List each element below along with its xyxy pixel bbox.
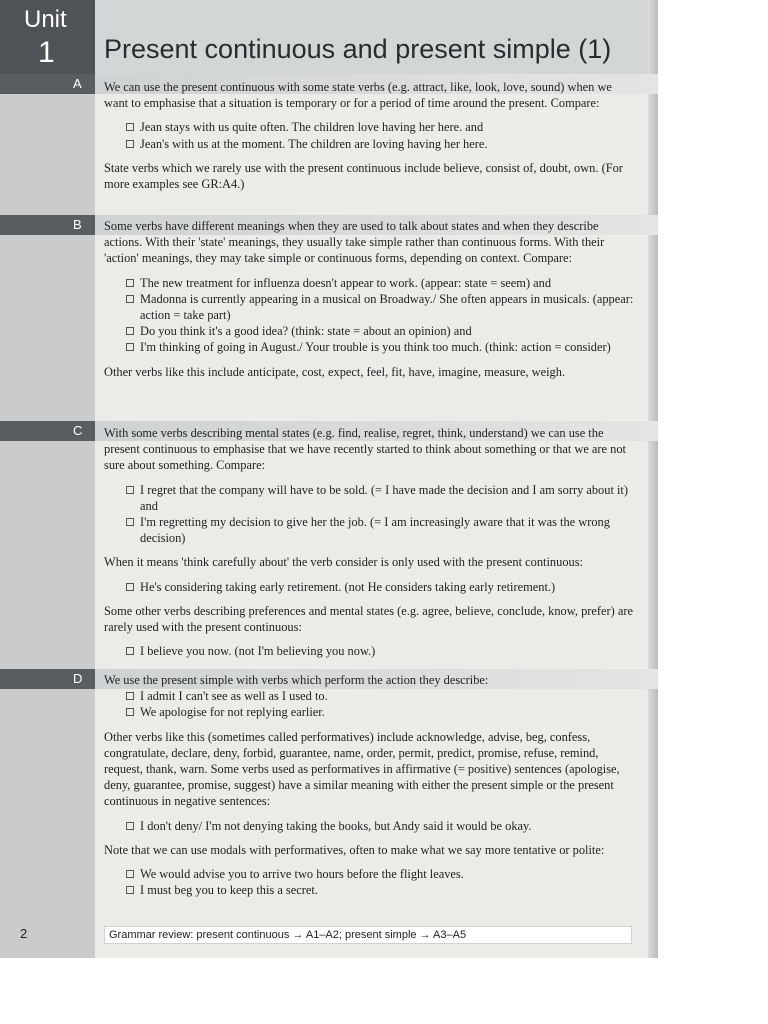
section-a-example-1 — [104, 119, 634, 135]
section-c-example-1 — [104, 482, 634, 514]
example-text: I must beg you to keep this a secret. — [140, 883, 318, 898]
section-d-example-5 — [104, 882, 634, 898]
section-d-content — [104, 672, 634, 898]
example-text: The new treatment for influenza doesn't appear to work. (appear: state = seem) and — [140, 275, 552, 290]
example-text: He's considering taking early retirement. (not He considers taking early retirement.) — [140, 579, 556, 594]
section-d-paragraph-3: Note that we can use modals with performatives, often to make what we say more tentative or polite: — [104, 842, 605, 857]
section-d-letter: D — [73, 671, 83, 686]
bullet-box-icon — [126, 518, 134, 526]
bullet-box-icon — [126, 886, 134, 894]
section-d-example-1 — [104, 688, 634, 704]
section-a-paragraph-1: We can use the present continuous with some state verbs (e.g. attract, like, look, love, sound) when we want to emphasise that a situation is temporary or for a period of time around the present. Compare: — [104, 80, 612, 111]
section-b-example-4 — [104, 339, 634, 355]
bullet-box-icon — [126, 279, 134, 287]
section-c-example-3 — [104, 579, 634, 595]
section-a-content — [104, 79, 634, 200]
bullet-box-icon — [126, 708, 134, 716]
bullet-box-icon — [126, 295, 134, 303]
grammar-review-reference: Grammar review: present continuous → A1–A2; present simple → A3–A5 — [104, 926, 632, 944]
section-c-paragraph-3: Some other verbs describing preferences and mental states (e.g. agree, believe, conclude, know, prefer) are rarely used with the present continuous: — [104, 603, 634, 635]
bullet-box-icon — [126, 822, 134, 830]
unit-badge — [0, 0, 95, 74]
example-text: I don't deny/ I'm not denying taking the books, but Andy said it would be okay. — [140, 818, 532, 833]
example-text: Madonna is currently appearing in a musical on Broadway./ She often appears in musicals. (appear: action = take part) — [140, 291, 634, 323]
bullet-box-icon — [126, 692, 134, 700]
section-a-example-2 — [104, 136, 634, 152]
bullet-box-icon — [126, 327, 134, 335]
page-title: Present continuous and present simple (1) — [104, 34, 612, 64]
section-a-letter: A — [73, 76, 82, 91]
bullet-box-icon — [126, 486, 134, 494]
unit-number: 1 — [38, 36, 55, 69]
section-d-example-2 — [104, 704, 634, 720]
section-c-example-4 — [104, 643, 634, 659]
section-b-example-3 — [104, 323, 634, 339]
page-number: 2 — [20, 926, 28, 941]
section-b-letter: B — [73, 217, 82, 232]
section-c-example-2 — [104, 514, 634, 546]
example-text: Jean's with us at the moment. The children are loving having her here. — [140, 136, 488, 151]
example-text: We apologise for not replying earlier. — [140, 705, 325, 720]
bullet-box-icon — [126, 870, 134, 878]
section-a-paragraph-2: State verbs which we rarely use with the present continuous include believe, consist of, doubt, own. (For more examples see GR:A4.) — [104, 160, 623, 192]
section-c-paragraph-1: With some verbs describing mental states (e.g. find, realise, regret, think, understand) we can use the present continuous to emphasise that we have recently started to think about something or that we are not sure about something. Compare: — [104, 426, 626, 473]
page-edge — [648, 0, 658, 958]
example-text: We would advise you to arrive two hours before the flight leaves. — [140, 867, 464, 882]
left-margin-column — [0, 0, 95, 958]
unit-label: Unit — [24, 6, 67, 33]
example-text: I'm thinking of going in August./ Your trouble is you think too much. (think: action = consider) — [140, 340, 611, 355]
example-text: I regret that the company will have to be sold. (= I have made the decision and I am sorry about it) and — [140, 482, 629, 513]
section-c-paragraph-2: When it means 'think carefully about' the verb consider is only used with the present continuous: — [104, 555, 583, 570]
section-c-letter: C — [73, 423, 83, 438]
example-text: Do you think it's a good idea? (think: state = about an opinion) and — [140, 324, 472, 339]
section-d-paragraph-1: We use the present simple with verbs which perform the action they describe: — [104, 673, 489, 687]
bullet-box-icon — [126, 583, 134, 591]
section-d-example-3 — [104, 818, 634, 834]
section-b-example-2 — [104, 291, 634, 323]
bullet-box-icon — [126, 123, 134, 131]
bullet-box-icon — [126, 647, 134, 655]
section-d-paragraph-2: Other verbs like this (sometimes called performatives) include acknowledge, advise, beg, confess, congratulate, declare, deny, forbid, guarantee, name, order, permit, predict, promise, refuse, remind, request, thank, warn. Some verbs used as performatives in affirmative (= positive) sentences (apologise, deny, guarantee, promise, suggest) have a similar meaning with either the present simple or the present continuous in negative sentences: — [104, 729, 620, 809]
bullet-box-icon — [126, 343, 134, 351]
section-c-content — [104, 425, 634, 659]
section-b-content — [104, 218, 634, 388]
section-d-example-4 — [104, 866, 634, 882]
section-b-example-1 — [104, 275, 634, 291]
example-text: I'm regretting my decision to give her the job. (= I am increasingly aware that it was the wrong decision) — [140, 515, 610, 546]
section-b-paragraph-1: Some verbs have different meanings when they are used to talk about states and when they describe actions. With their 'state' meanings, they usually take simple rather than continuous forms. With their 'action' meanings, they may take simple or continuous forms, depending on context. Compare: — [104, 219, 605, 266]
section-b-paragraph-2: Other verbs like this include anticipate, cost, expect, feel, fit, have, imagine, measure, weigh. — [104, 364, 566, 379]
bullet-box-icon — [126, 140, 134, 148]
example-text: I believe you now. (not I'm believing you now.) — [140, 644, 376, 659]
example-text: Jean stays with us quite often. The children love having her here. and — [140, 120, 484, 135]
example-text: I admit I can't see as well as I used to. — [140, 689, 328, 704]
